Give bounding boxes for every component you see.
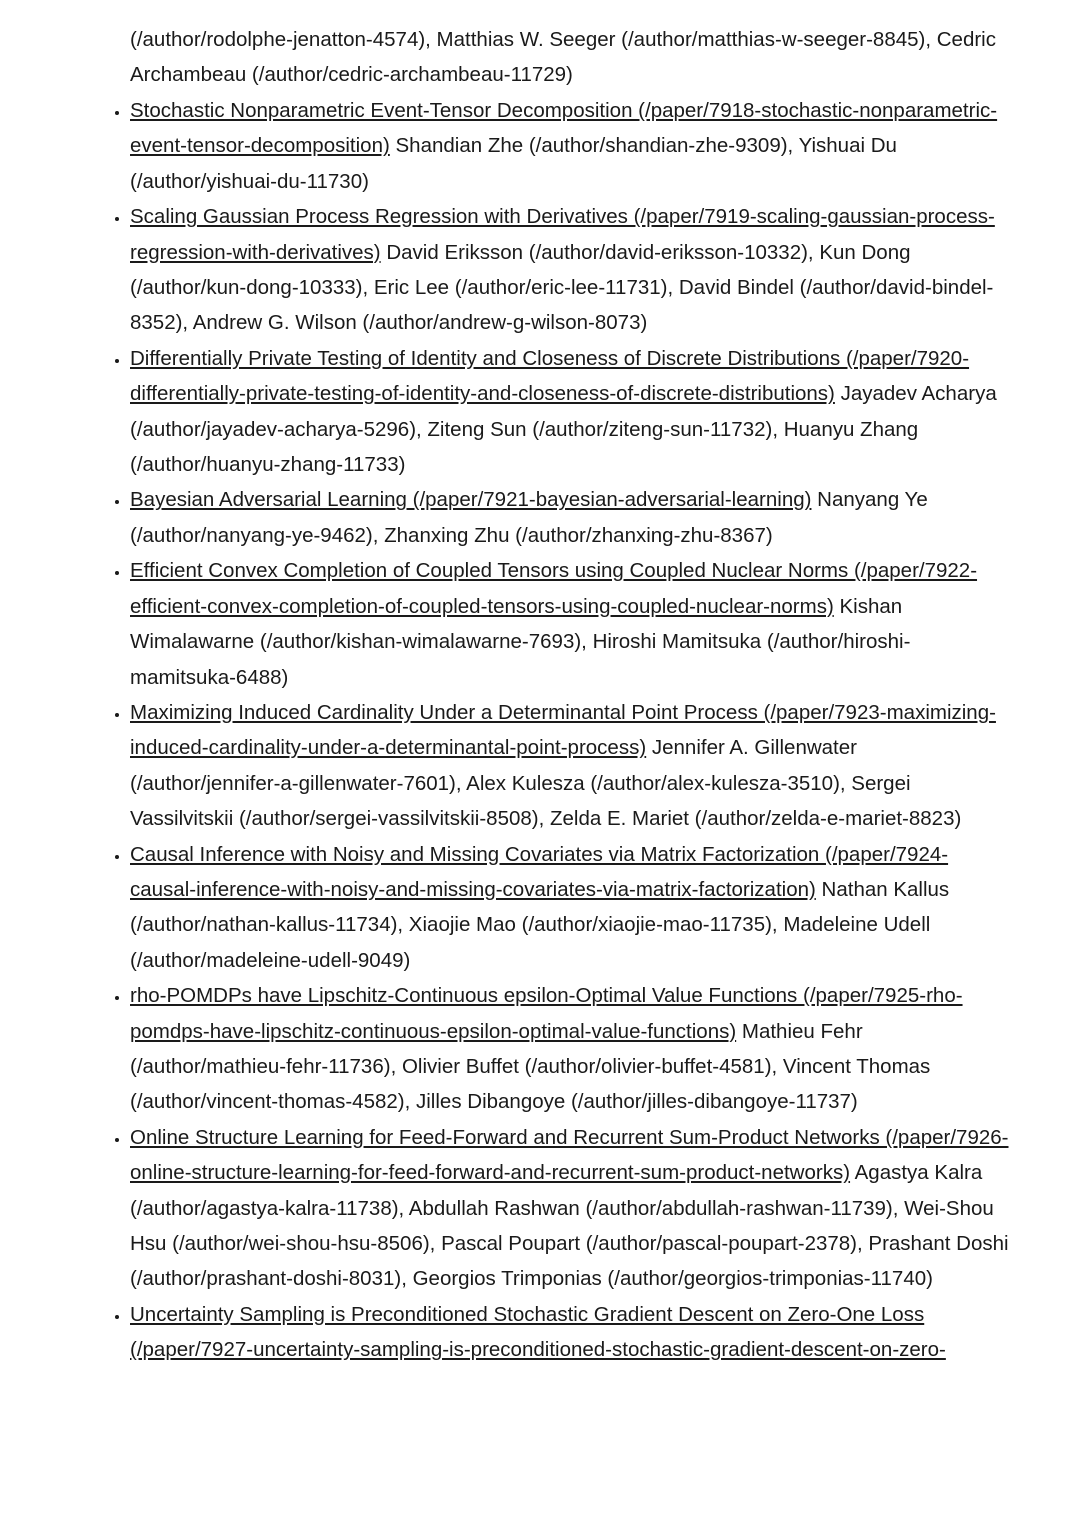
- paper-list-item: [130, 978, 1010, 1120]
- paper-list-item: [130, 93, 1010, 199]
- paper-title-link[interactable]: Efficient Convex Completion of Coupled Tensors using Coupled Nuclear Norms (/paper/7922-efficient-convex-completion-of-coupled-tensors-using-coupled-nuclear-norms): [130, 559, 978, 618]
- paper-title-link[interactable]: Causal Inference with Noisy and Missing Covariates via Matrix Factorization (/paper/7924-causal-inference-with-noisy-and-missing-covariates-via-matrix-factorization): [130, 842, 949, 901]
- paper-title-link[interactable]: Differentially Private Testing of Identity and Closeness of Discrete Distributions (/paper/7920-differentially-private-testing-of-identity-and-closeness-of-discrete-distributions): [130, 346, 970, 406]
- paper-list-item: [130, 341, 1010, 483]
- paper-title-link[interactable]: Online Structure Learning for Feed-Forward and Recurrent Sum-Product Networks (/paper/7926-online-structure-learning-for-feed-forward-and-recurrent-sum-product-networks): [130, 1125, 1009, 1185]
- paper-title-link[interactable]: Stochastic Nonparametric Event-Tensor Decomposition (/paper/7918-stochastic-nonparametric-event-tensor-decomposition): [130, 99, 998, 158]
- paper-authors: Shandian Zhe (/author/shandian-zhe-9309), Yishuai Du (/author/yishuai-du-11730): [130, 134, 897, 193]
- paper-authors: Nathan Kallus (/author/nathan-kallus-11734), Xiaojie Mao (/author/xiaojie-mao-11735), Madeleine Udell (/author/madeleine-udell-9049): [130, 877, 950, 972]
- previous-entry-authors: (/author/rodolphe-jenatton-4574), Matthias W. Seeger (/author/matthias-w-seeger-8845), Cedric Archambeau (/author/cedric-archambeau-11729): [130, 28, 996, 87]
- paper-authors: Jennifer A. Gillenwater (/author/jennifer-a-gillenwater-7601), Alex Kulesza (/author/alex-kulesza-3510), Sergei Vassilvitskii (/author/sergei-vassilvitskii-8508), Zelda E. Mariet (/author/zelda-e-mariet-8823): [130, 736, 962, 831]
- paper-title-link[interactable]: Maximizing Induced Cardinality Under a Determinantal Point Process (/paper/7923-maximizing-induced-cardinality-under-a-determinantal-point-process): [130, 700, 996, 760]
- paper-authors: Agastya Kalra (/author/agastya-kalra-11738), Abdullah Rashwan (/author/abdullah-rashwan-11739), Wei-Shou Hsu (/author/wei-shou-hsu-8506), Pascal Poupart (/author/pascal-poupart-2378), Prashant Doshi (/author/prashant-doshi-8031), Georgios Trimponias (/author/georgios-trimponias-11740): [130, 1161, 1009, 1291]
- paper-title-link[interactable]: Scaling Gaussian Process Regression with Derivatives (/paper/7919-scaling-gaussian-process-regression-with-derivatives): [130, 205, 995, 264]
- paper-list-item: [130, 1120, 1010, 1297]
- paper-authors: David Eriksson (/author/david-eriksson-10332), Kun Dong (/author/kun-dong-10333), Eric Lee (/author/eric-lee-11731), David Bindel (/author/david-bindel-8352), Andrew G. Wilson (/author/andrew-g-wilson-8073): [130, 240, 994, 335]
- paper-list-item: [130, 199, 1010, 341]
- paper-list-item: [130, 837, 1010, 979]
- paper-title-link[interactable]: Uncertainty Sampling is Preconditioned Stochastic Gradient Descent on Zero-One Loss (/paper/7927-uncertainty-sampling-is-preconditioned-stochastic-gradient-descent-on-zero-: [130, 1302, 946, 1362]
- paper-authors: Mathieu Fehr (/author/mathieu-fehr-11736), Olivier Buffet (/author/olivier-buffet-4581), Vincent Thomas (/author/vincent-thomas-4582), Jilles Dibangoye (/author/jilles-dibangoye-11737): [130, 1019, 931, 1114]
- paper-list-item: [130, 1297, 1010, 1368]
- paper-title-link[interactable]: rho-POMDPs have Lipschitz-Continuous epsilon-Optimal Value Functions (/paper/7925-rho-pomdps-have-lipschitz-continuous-epsilon-optimal-value-functions): [130, 984, 963, 1043]
- paper-title-link[interactable]: Bayesian Adversarial Learning (/paper/7921-bayesian-adversarial-learning): [130, 488, 812, 512]
- paper-list-item: [130, 553, 1010, 695]
- paper-authors: Jayadev Acharya (/author/jayadev-acharya-5296), Ziteng Sun (/author/ziteng-sun-11732), Huanyu Zhang (/author/huanyu-zhang-11733): [130, 382, 997, 477]
- paper-list-item: [130, 482, 1010, 553]
- paper-authors: Kishan Wimalawarne (/author/kishan-wimalawarne-7693), Hiroshi Mamitsuka (/author/hiroshi-mamitsuka-6488): [130, 594, 911, 689]
- paper-list: [0, 93, 1010, 1368]
- paper-authors: Nanyang Ye (/author/nanyang-ye-9462), Zhanxing Zhu (/author/zhanxing-zhu-8367): [130, 488, 928, 547]
- paper-list-item: [130, 695, 1010, 837]
